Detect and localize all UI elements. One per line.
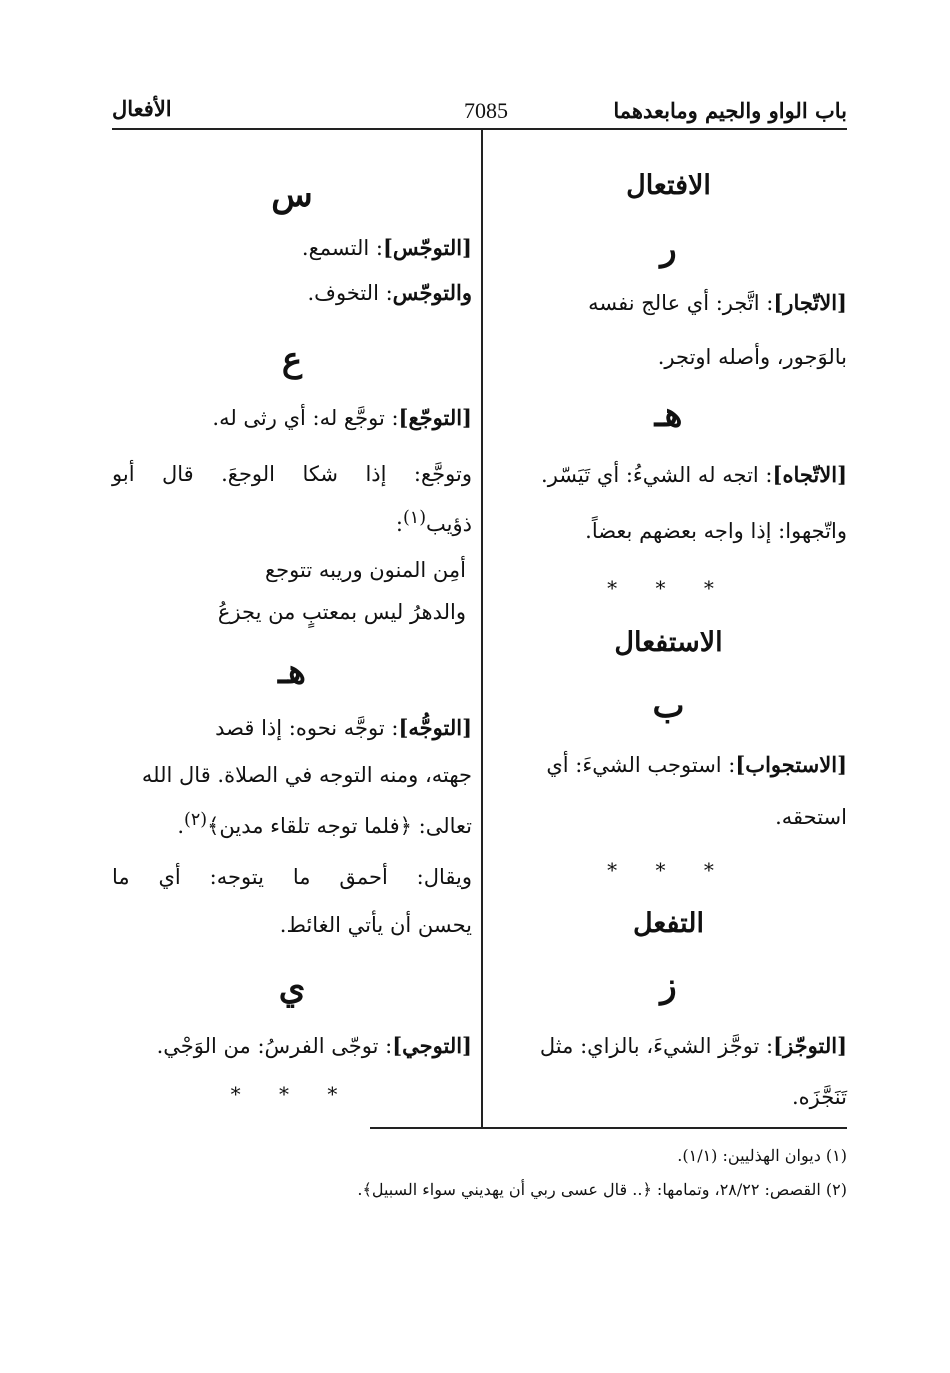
entry-tawajju-poet bbox=[112, 508, 472, 536]
header-rule bbox=[112, 128, 847, 130]
entry-keyword: [الاتّجار] bbox=[773, 290, 847, 315]
entry-tawajju-cont: وتوجَّع: إذا شكا الوجعَ. قال أبو bbox=[112, 462, 472, 486]
entry-tawajjuz-cont: تَنَجَّزَه. bbox=[791, 1085, 847, 1109]
quran-quote: تعالى: ﴿فلما توجه تلقاء مدين﴾ bbox=[207, 814, 472, 838]
entry-keyword: [التوجّز] bbox=[773, 1033, 847, 1058]
poem-line-2: والدهرُ ليس بمعتبٍ من يجزعُ bbox=[217, 600, 466, 624]
heading-tafaul: التفعل bbox=[632, 908, 704, 939]
letter-ya: ي bbox=[278, 968, 306, 1008]
entry-text: : التخوف. bbox=[307, 281, 393, 305]
footnote-1: (١) ديوان الهذليين: (١/١). bbox=[677, 1146, 847, 1165]
entry-tawajjuh-quran bbox=[112, 810, 472, 838]
entry-text: : توجَّع له: أي رثى له. bbox=[212, 406, 399, 430]
entry-tawajjuz bbox=[490, 1033, 847, 1058]
punctuation: . bbox=[177, 814, 185, 838]
footnote-rule bbox=[370, 1127, 847, 1129]
poet-name: ذؤيب bbox=[426, 512, 472, 536]
column-divider bbox=[481, 130, 483, 1128]
entry-yatawajjah: ويقال: أحمق ما يتوجه: أي ما bbox=[112, 865, 472, 889]
entry-text: : اتجه له الشيءُ: أي تَيَسّر. bbox=[541, 463, 773, 487]
footnote-2: (٢) القصص: ٢٨/٢٢، وتمامها: ﴿.. قال عسى ربي أن يهديني سواء السبيل﴾. bbox=[357, 1180, 847, 1199]
entry-ittijar bbox=[490, 290, 847, 315]
page-number: 7085 bbox=[464, 98, 508, 123]
entry-keyword: [الاستجواب] bbox=[735, 752, 847, 777]
entry-text: : التسمع. bbox=[301, 236, 383, 260]
entry-tawajju bbox=[112, 405, 472, 430]
entry-tawajjus-2 bbox=[112, 280, 472, 305]
poem-line-1: أمِن المنون وريبه تتوجع bbox=[265, 558, 466, 582]
entry-ittijah bbox=[490, 462, 847, 487]
entry-text: : توجّى الفرسُ: من الوَجْي. bbox=[156, 1034, 393, 1058]
entry-tawajji bbox=[112, 1033, 472, 1058]
letter-zay: ز bbox=[660, 966, 677, 1006]
letter-ba: ب bbox=[652, 686, 685, 726]
entry-keyword: [التوجي] bbox=[392, 1033, 472, 1058]
separator-stars: * * * bbox=[607, 858, 730, 882]
heading-iftial: الافتعال bbox=[626, 170, 711, 201]
footnote-ref: (٢) bbox=[184, 810, 208, 830]
punctuation: : bbox=[395, 512, 403, 536]
entry-keyword: والتوجّس bbox=[392, 280, 472, 305]
entry-tawajjus bbox=[112, 235, 472, 260]
letter-ain: ع bbox=[281, 340, 303, 380]
separator-stars: * * * bbox=[230, 1082, 354, 1106]
entry-tawajjuh-cont: جهته، ومنه التوجه في الصلاة. قال الله bbox=[141, 763, 472, 787]
letter-ha: هـ bbox=[278, 652, 306, 692]
entry-ittijah-cont: واتّجهوا: إذا واجه بعضهم بعضاً. bbox=[585, 519, 847, 543]
entry-keyword: [التوجّع] bbox=[398, 405, 472, 430]
entry-tawajjuh bbox=[112, 715, 472, 740]
entry-keyword: [التوجُّه] bbox=[398, 715, 472, 740]
heading-istifal: الاستفعال bbox=[614, 627, 723, 658]
chapter-title: باب الواو والجيم ومابعدهما bbox=[613, 98, 847, 123]
footnote-ref: (١) bbox=[402, 508, 427, 528]
entry-istijwab-cont: استحقه. bbox=[775, 805, 847, 829]
page-header bbox=[112, 92, 847, 128]
entry-yatawajjah-cont: يحسن أن يأتي الغائط. bbox=[279, 913, 472, 937]
entry-keyword: [الاتّجاه] bbox=[772, 462, 847, 487]
entry-ittijar-cont: بالوَجور، وأصله اوتجر. bbox=[657, 345, 847, 369]
entry-text: : اتَّجر: أي عالج نفسه bbox=[588, 291, 774, 315]
section-title: الأفعال bbox=[112, 96, 172, 121]
separator-stars: * * * bbox=[607, 576, 730, 600]
entry-istijwab bbox=[490, 752, 847, 777]
letter-ha: هـ bbox=[654, 395, 683, 435]
entry-text: : توجَّه نحوه: إذا قصد bbox=[215, 716, 399, 740]
entry-text: : توجَّز الشيءَ، بالزاي: مثل bbox=[539, 1034, 774, 1058]
letter-ra: ر bbox=[660, 229, 677, 269]
entry-keyword: [التوجّس] bbox=[382, 235, 472, 260]
entry-text: : استوجب الشيءَ: أي bbox=[546, 753, 736, 777]
letter-sin: س bbox=[271, 175, 313, 215]
